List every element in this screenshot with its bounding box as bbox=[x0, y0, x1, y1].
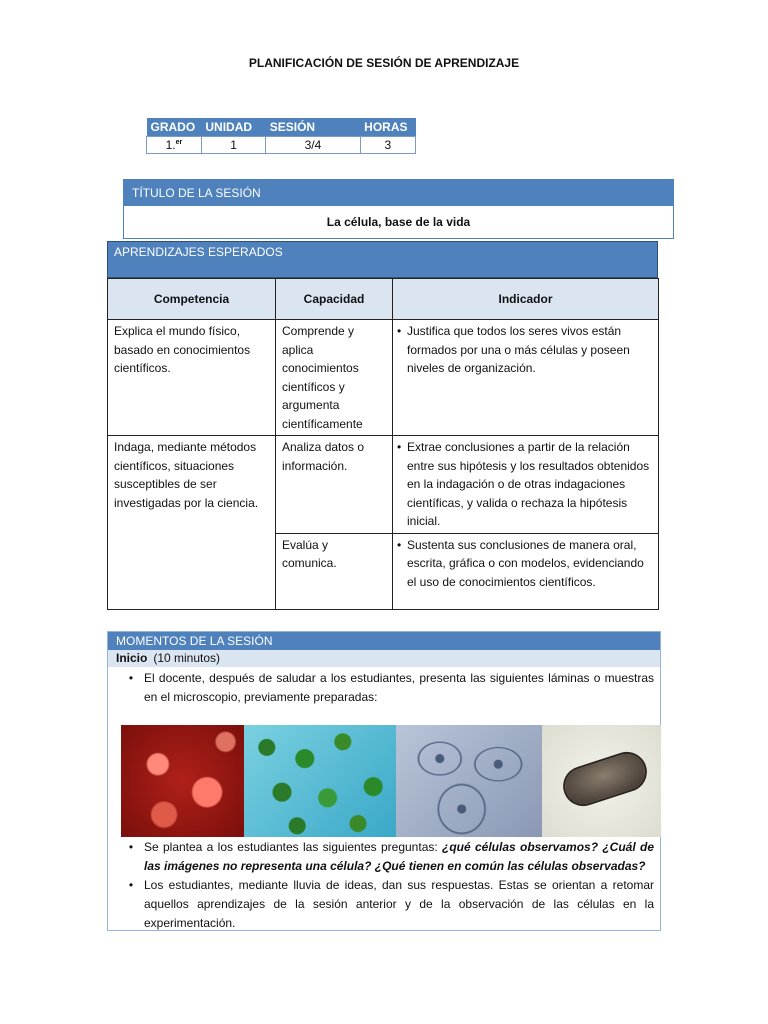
grade-table bbox=[146, 118, 416, 154]
inicio-subheading bbox=[108, 650, 660, 667]
header-horas: HORAS bbox=[360, 118, 415, 137]
session-title-box bbox=[123, 179, 674, 239]
value-unidad: 1 bbox=[201, 137, 265, 154]
microscopy-images bbox=[121, 725, 661, 837]
table-row bbox=[108, 436, 659, 534]
plant-cell-image bbox=[244, 725, 396, 837]
paragraph-responses: • Los estudiantes, mediante lluvia de ideas, dan sus respuestas. Estas se orientan a retomar aquellos aprendizajes de la sesión anterior y de la observación de las células en la experimentación. bbox=[108, 876, 660, 933]
paragraph-questions: • Se plantea a los estudiantes las siguientes preguntas: ¿qué células observamos? ¿Cuál de las imágenes no representa una célula? ¿Qué tienen en común las células observadas? bbox=[108, 838, 660, 876]
virus-image bbox=[121, 725, 244, 837]
bacterium-image bbox=[542, 725, 661, 837]
capacidad-cell: Analiza datos o información. bbox=[276, 436, 393, 534]
competencia-cell: Explica el mundo físico, basado en conocimientos científicos. bbox=[108, 320, 276, 436]
value-sesion: 3/4 bbox=[266, 137, 360, 154]
competencia-cell: Indaga, mediante métodos científicos, situaciones susceptibles de ser investigadas por la ciencia. bbox=[108, 436, 276, 610]
bullet-icon: • bbox=[128, 671, 134, 685]
col-competencia: Competencia bbox=[108, 279, 276, 320]
bullet-icon: • bbox=[128, 878, 134, 892]
aprendizajes-table bbox=[107, 278, 659, 610]
value-horas: 3 bbox=[360, 137, 415, 154]
session-title-value: La célula, base de la vida bbox=[326, 215, 471, 229]
momentos-heading: MOMENTOS DE LA SESIÓN bbox=[108, 632, 660, 650]
bullet-icon: • bbox=[397, 537, 402, 552]
document-title: PLANIFICACIÓN DE SESIÓN DE APRENDIZAJE bbox=[248, 56, 520, 70]
indicador-cell: • Extrae conclusiones a partir de la relación entre sus hipótesis y los resultados obtenidos en la indagación o de otras indagaciones científicas, y valida o rechaza la hipótesis inicial. bbox=[393, 436, 659, 534]
inicio-label: Inicio bbox=[116, 651, 148, 665]
col-capacidad: Capacidad bbox=[276, 279, 393, 320]
bullet-icon: • bbox=[128, 840, 134, 854]
table-row bbox=[108, 320, 659, 436]
momentos-section bbox=[107, 631, 661, 931]
capacidad-cell: Comprende y aplica conocimientos científicos y argumenta científicamente bbox=[276, 320, 393, 436]
indicador-cell: • Justifica que todos los seres vivos están formados por una o más células y poseen niveles de organización. bbox=[393, 320, 659, 436]
session-title-label: TÍTULO DE LA SESIÓN bbox=[124, 180, 673, 206]
inicio-time: (10 minutos) bbox=[153, 651, 221, 665]
value-grado: 1.$^{er}$ bbox=[147, 137, 202, 154]
header-unidad: UNIDAD bbox=[201, 118, 265, 137]
header-sesion: SESIÓN bbox=[266, 118, 360, 137]
bullet-icon: • bbox=[397, 440, 402, 454]
epithelial-cell-image bbox=[396, 725, 542, 837]
capacidad-cell: Evalúa y comunica. bbox=[276, 533, 393, 609]
paragraph-intro: • El docente, después de saludar a los estudiantes, presenta las siguientes láminas o muestras en el microscopio, previamente preparadas: bbox=[108, 669, 660, 707]
aprendizajes-heading: APRENDIZAJES ESPERADOS bbox=[107, 241, 658, 278]
bullet-icon: • bbox=[397, 324, 402, 338]
indicador-cell: • Sustenta sus conclusiones de manera oral, escrita, gráfica o con modelos, evidenciando el uso de conocimientos científicos. bbox=[393, 533, 659, 609]
header-grado: GRADO bbox=[147, 118, 202, 137]
col-indicador: Indicador bbox=[393, 279, 659, 320]
